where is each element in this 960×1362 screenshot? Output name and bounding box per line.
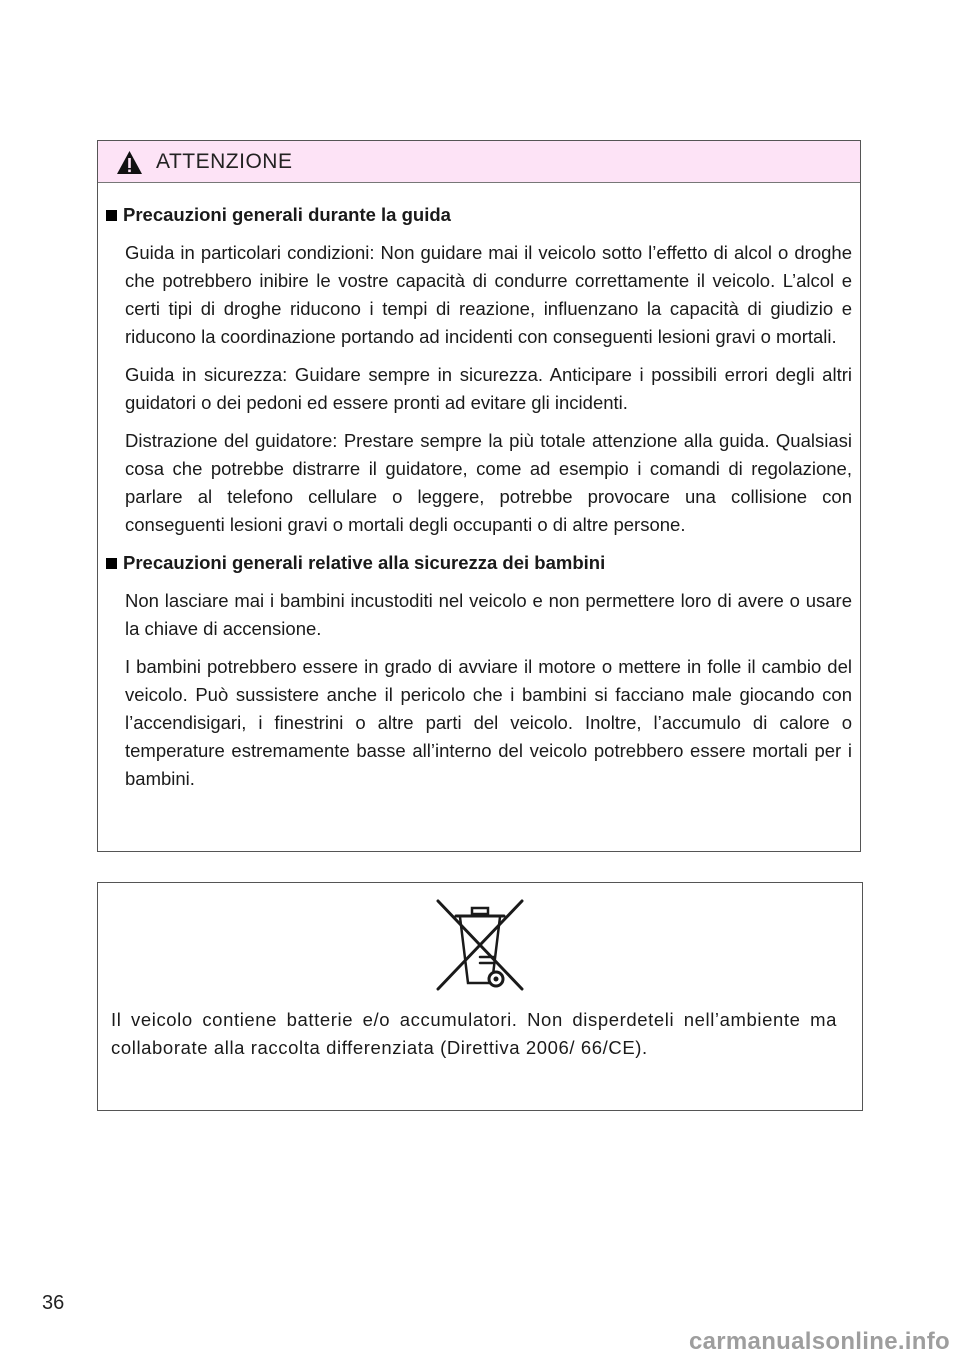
warning-content xyxy=(98,183,860,793)
paragraph: Distrazione del guidatore: Prestare sempre la più totale attenzione alla guida. Qualsiasi cosa che potrebbe distrarre il guidatore, come ad esempio i comandi di regolazione, parlare al telefono cellulare o leggere, potrebbe provocare una collisione con conseguenti lesioni gravi o mortali degli occupanti o di altre persone. xyxy=(125,430,852,535)
paragraph: I bambini potrebbero essere in grado di avviare il motore o mettere in folle il cambio del veicolo. Può sussistere anche il pericolo che i bambini si facciano male giocando con l’accendisigari, i finestrini o altre parti del veicolo. Inoltre, l’accumulo di calore o temperature estremamente basse all’interno del veicolo potrebbero essere mortali per i bambini. xyxy=(125,656,852,789)
square-bullet-icon xyxy=(106,210,117,221)
paragraph: Guida in particolari condizioni: Non guidare mai il veicolo sotto l’effetto di alcol o droghe che potrebbero inibire le vostre capacità di condurre correttamente il veicolo. L’alcol e certi tipi di droghe riducono i tempi di reazione, influenzano la capacità di giudizio e riducono la coordinazione portando ad incidenti con conseguenti lesioni gravi o mortali. xyxy=(125,242,852,347)
paragraph: Non lasciare mai i bambini incustoditi nel veicolo e non permettere loro di avere o usare la chiave di accensione. xyxy=(125,590,852,639)
square-bullet-icon xyxy=(106,558,117,569)
section-heading-text: Precauzioni generali durante la guida xyxy=(123,204,451,225)
recycling-text: Il veicolo contiene batterie e/o accumulatori. Non disperdeteli nell’ambiente ma collaborate alla raccolta differenziata (Direttiva 2006/ 66/CE). xyxy=(111,1009,837,1058)
crossed-out-bin-icon xyxy=(432,899,528,993)
section-heading-text: Precauzioni generali relative alla sicurezza dei bambini xyxy=(123,552,606,573)
section-heading xyxy=(106,549,852,577)
warning-header xyxy=(98,141,860,183)
paragraph: Guida in sicurezza: Guidare sempre in sicurezza. Anticipare i possibili errori degli altri guidatori o dei pedoni ed essere pronti ad evitare gli incidenti. xyxy=(125,364,852,413)
warning-triangle-icon xyxy=(116,150,143,175)
warning-box xyxy=(97,140,861,852)
recycling-box xyxy=(97,882,863,1111)
watermark: carmanualsonline.info xyxy=(688,1328,950,1355)
warning-title: ATTENZIONE xyxy=(156,150,293,173)
page-number: 36 xyxy=(42,1292,65,1314)
section-heading xyxy=(106,201,852,229)
